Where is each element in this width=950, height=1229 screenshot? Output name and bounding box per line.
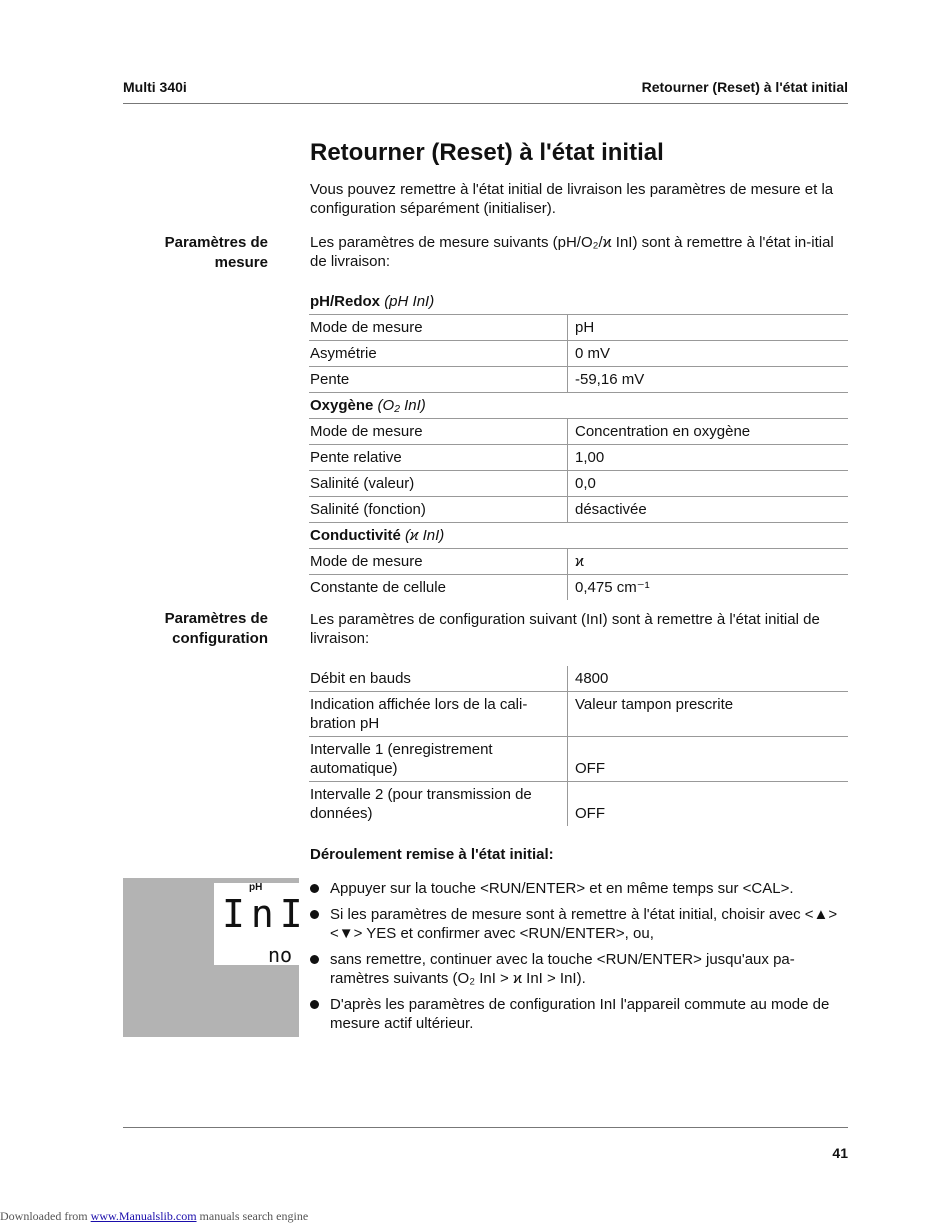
list-item: Si les paramètres de mesure sont à remettre à l'état initial, choisir avec <▲> <▼> YES et confirmer avec <RUN/ENTER>, ou, <box>310 905 850 943</box>
page-number: 41 <box>832 1145 848 1161</box>
table-row: Débit en bauds 4800 <box>309 666 848 692</box>
table-row: Pente relative 1,00 <box>309 445 848 471</box>
table-row: Mode de mesure Concentration en oxygène <box>309 419 848 445</box>
bullet-icon <box>310 1000 319 1009</box>
page-title: Retourner (Reset) à l'état initial <box>310 139 664 166</box>
download-footer <box>0 1209 308 1224</box>
list-item: Appuyer sur la touche <RUN/ENTER> et en même temps sur <CAL>. <box>310 879 850 898</box>
ph-section-head: pH/Redox (pH InI) <box>309 289 848 315</box>
table-row: Mode de mesure ϰ <box>309 549 848 575</box>
bullet-icon <box>310 955 319 964</box>
table-row: Constante de cellule 0,475 cm⁻¹ <box>309 575 848 600</box>
table-row: Intervalle 2 (pour transmission de données) OFF <box>309 782 848 826</box>
conductivity-section-head: Conductivité (ϰ InI) <box>309 523 848 549</box>
measure-table <box>309 289 848 600</box>
config-table <box>309 666 848 826</box>
footer-prefix: Downloaded from <box>0 1209 88 1223</box>
measure-section-text: Les paramètres de mesure suivants (pH/O₂/ϰ InI) sont à remettre à l'état in-itial de livraison: <box>310 234 834 270</box>
config-section-label: Paramètres de configuration <box>164 610 268 647</box>
footer-divider <box>123 1127 848 1128</box>
header-left: Multi 340i <box>123 79 187 95</box>
config-section-text: Les paramètres de configuration suivant (InI) sont à remettre à l'état initial de livraison: <box>310 611 820 647</box>
footer-suffix: manuals search engine <box>199 1209 309 1223</box>
header-divider <box>123 103 848 104</box>
bullet-icon <box>310 910 319 919</box>
intro-paragraph: Vous pouvez remettre à l'état initial de livraison les paramètres de mesure et la configuration séparément (initialiser). <box>310 181 834 217</box>
table-row: Pente -59,16 mV <box>309 367 848 393</box>
lcd-main-readout: InI <box>222 892 309 936</box>
list-item: D'après les paramètres de configuration InI l'appareil commute au mode de mesure actif ultérieur. <box>310 995 850 1033</box>
table-row: Intervalle 1 (enregistrement automatique) OFF <box>309 737 848 782</box>
table-row: Indication affichée lors de la cali-bration pH Valeur tampon prescrite <box>309 692 848 737</box>
table-row: Mode de mesure pH <box>309 315 848 341</box>
measure-section-label: Paramètres de mesure <box>164 234 268 271</box>
bullet-icon <box>310 884 319 893</box>
oxygen-section-head: Oxygène (O₂ InI) <box>309 393 848 419</box>
table-row: Asymétrie 0 mV <box>309 341 848 367</box>
lcd-unit-label: pH <box>249 882 263 893</box>
header-right: Retourner (Reset) à l'état initial <box>641 79 848 95</box>
manualslib-link[interactable]: www.Manualslib.com <box>90 1209 197 1223</box>
table-row: Salinité (fonction) désactivée <box>309 497 848 523</box>
lcd-sub-readout: no <box>268 943 293 967</box>
procedure-steps <box>310 879 850 1040</box>
table-row: Salinité (valeur) 0,0 <box>309 471 848 497</box>
list-item: sans remettre, continuer avec la touche <RUN/ENTER> jusqu'aux pa-ramètres suivants (O₂ InI > ϰ InI > InI). <box>310 950 850 988</box>
procedure-heading: Déroulement remise à l'état initial: <box>310 846 554 863</box>
